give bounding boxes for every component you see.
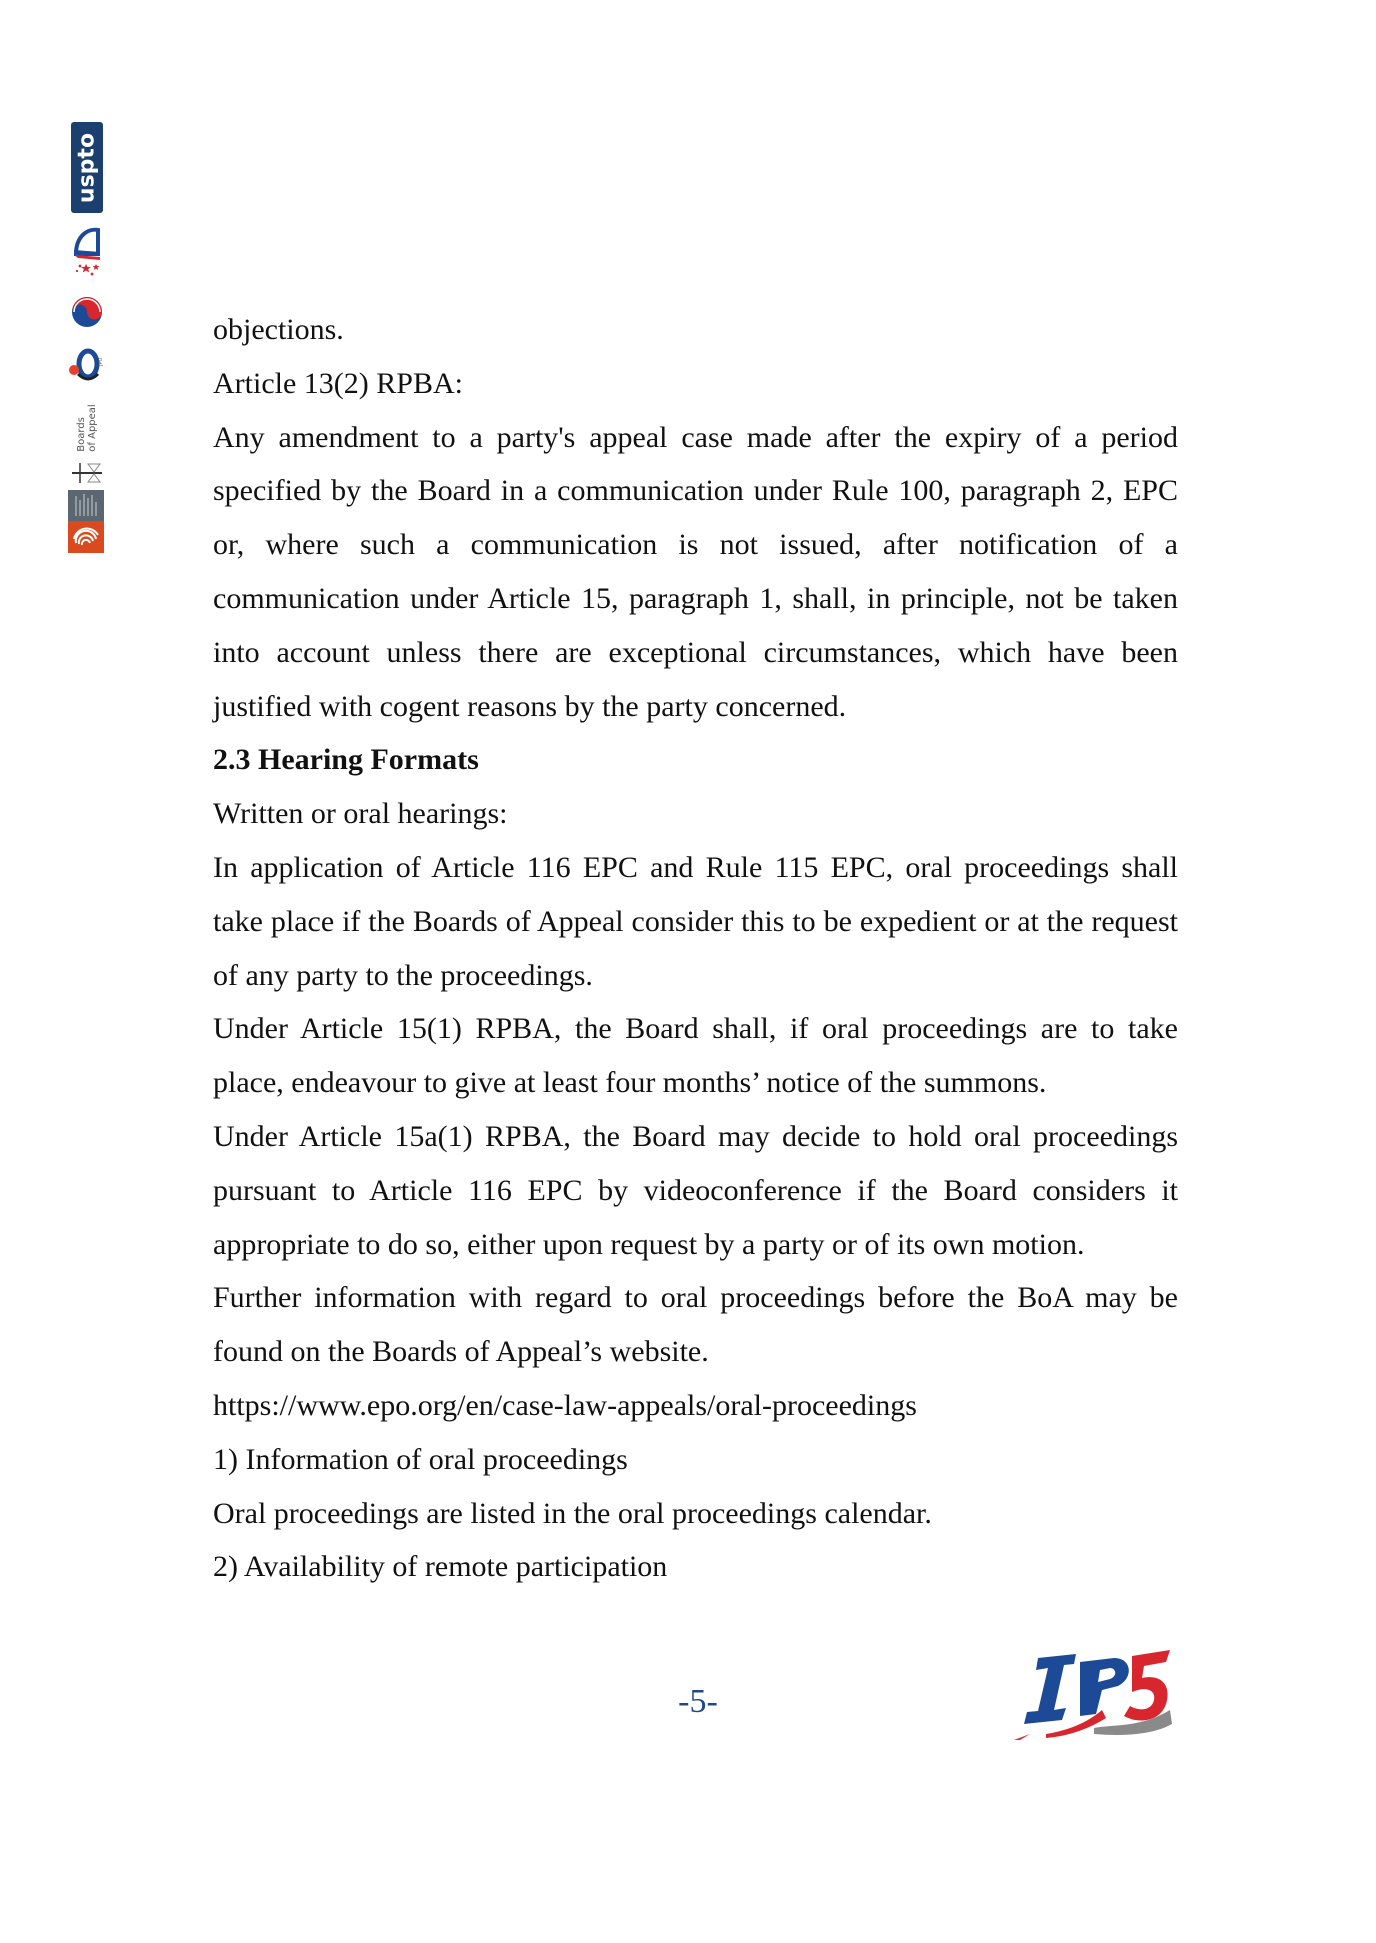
epo-logo: [68, 490, 104, 553]
article-label: Article 13(2) RPBA:: [213, 366, 463, 400]
list-item-information-oral-proceedings: 1) Information of oral proceedings: [213, 1442, 628, 1476]
uspto-logo-text: uspto: [74, 132, 100, 203]
page-number: -5-: [678, 1683, 718, 1720]
paragraph-continuation: objections.: [213, 313, 344, 346]
paragraph-article-13-2: Any amendment to a party's appeal case made after the expiry of a period specified by the Board in a communication under Rule 100, paragraph 2, EPC or, where such a communication is not issued, after notification of a communication under Article 15, paragraph 1, shall, in principle, not be taken into account unless there are exceptional circumstances, which have been justified with cogent reasons by the party concerned.: [213, 420, 1178, 723]
scales-of-justice-icon: [70, 460, 104, 486]
epo-text-lines-icon: [68, 490, 104, 521]
epo-logo-emblem-panel: [68, 521, 104, 553]
cnipa-logo-icon: [66, 224, 108, 278]
ip5-logo-icon: [1010, 1648, 1180, 1744]
paragraph-article-116: In application of Article 116 EPC and Rule 115 EPC, oral proceedings shall take place if the Boards of Appeal consider this to be expedient or at the request of any party to the proceedings.: [213, 850, 1178, 992]
boards-of-appeal-text: Boards of Appeal: [76, 404, 98, 452]
svg-text:JPO: JPO: [98, 357, 104, 366]
list-item-remote-participation: 2) Availability of remote participation: [213, 1550, 668, 1584]
paragraph-article-15a-1: Under Article 15a(1) RPBA, the Board may decide to hold oral proceedings pursuant to Article 116 EPC by videoconference if the Board considers it appropriate to do so, either upon request by a party or of its own motion.: [213, 1119, 1178, 1261]
epo-logo-text-panel: [68, 490, 104, 521]
paragraph-calendar: Oral proceedings are listed in the oral proceedings calendar.: [213, 1496, 932, 1530]
url-oral-proceedings: https://www.epo.org/en/case-law-appeals/oral-proceedings: [213, 1388, 917, 1422]
subheading-written-or-oral: Written or oral hearings:: [213, 797, 508, 831]
uspto-logo: [71, 122, 103, 213]
document-body: [213, 303, 1178, 1594]
paragraph-article-15-1: Under Article 15(1) RPBA, the Board shall, if oral proceedings are to take place, endeavour to give at least four months’ notice of the summons.: [213, 1012, 1178, 1100]
boards-of-appeal-logo: [66, 398, 108, 488]
paragraph-further-information: Further information with regard to oral proceedings before the BoA may be found on the Boards of Appeal’s website.: [213, 1281, 1178, 1369]
epo-arcs-icon: [68, 521, 104, 553]
section-heading-hearing-formats: 2.3 Hearing Formats: [213, 743, 479, 777]
kipo-taegeuk-logo-icon: [66, 290, 108, 334]
jpo-logo-icon: [66, 344, 108, 388]
